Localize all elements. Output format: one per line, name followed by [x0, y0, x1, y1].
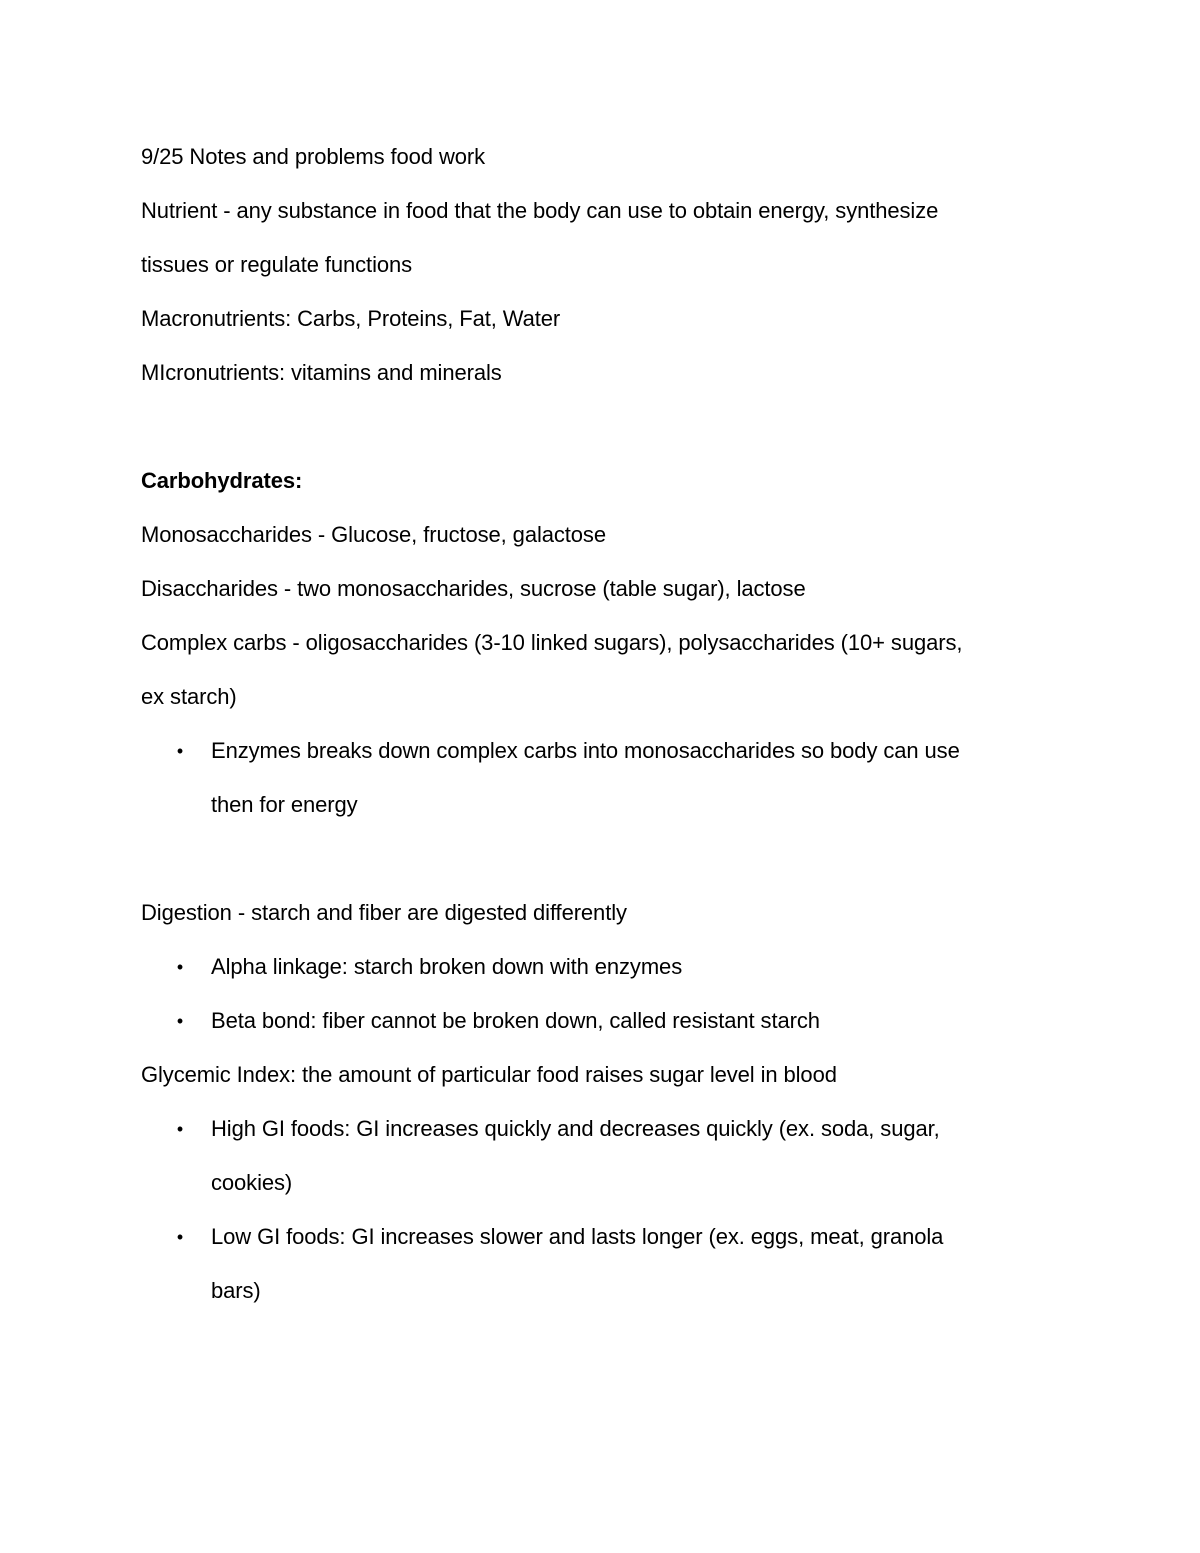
bullet-icon: •: [176, 957, 184, 977]
bullet-icon: •: [176, 1011, 184, 1031]
micronutrients-line: MIcronutrients: vitamins and minerals: [141, 360, 502, 385]
list-item-line-2: bars): [211, 1278, 261, 1303]
list-item: [176, 940, 1041, 994]
document-page: [141, 130, 1041, 1318]
list-item: [176, 724, 1041, 832]
spacer: [141, 832, 1041, 886]
complex-carbs-line-2: ex starch): [141, 684, 237, 709]
carbohydrates-heading: Carbohydrates:: [141, 468, 303, 493]
list-item-line-1: Low GI foods: GI increases slower and lasts longer (ex. eggs, meat, granola: [211, 1224, 944, 1249]
list-item-text: Beta bond: fiber cannot be broken down, called resistant starch: [211, 1008, 820, 1033]
list-item: [176, 994, 1041, 1048]
glycemic-index-line: Glycemic Index: the amount of particular food raises sugar level in blood: [141, 1062, 837, 1087]
disaccharides-line: Disaccharides - two monosaccharides, sucrose (table sugar), lactose: [141, 576, 806, 601]
nutrient-definition-line-2: tissues or regulate functions: [141, 252, 413, 277]
document-title: 9/25 Notes and problems food work: [141, 144, 486, 169]
bullet-icon: •: [176, 741, 184, 761]
digestion-bullet-list: [141, 940, 1041, 1048]
bullet-icon: •: [176, 1227, 184, 1247]
glycemic-bullet-list: [141, 1102, 1041, 1318]
macronutrients-line: Macronutrients: Carbs, Proteins, Fat, Water: [141, 306, 561, 331]
digestion-line: Digestion - starch and fiber are digested differently: [141, 900, 627, 925]
bullet-icon: •: [176, 1119, 184, 1139]
complex-carbs-line-1: Complex carbs - oligosaccharides (3-10 linked sugars), polysaccharides (10+ sugars,: [141, 630, 963, 655]
list-item: [176, 1210, 1041, 1318]
list-item: [176, 1102, 1041, 1210]
list-item-text: Alpha linkage: starch broken down with enzymes: [211, 954, 683, 979]
spacer: [141, 400, 1041, 454]
list-item-line-2: then for energy: [211, 792, 358, 817]
nutrient-definition-line-1: Nutrient - any substance in food that the body can use to obtain energy, synthesize: [141, 198, 939, 223]
list-item-line-1: Enzymes breaks down complex carbs into monosaccharides so body can use: [211, 738, 960, 763]
monosaccharides-line: Monosaccharides - Glucose, fructose, galactose: [141, 522, 606, 547]
list-item-line-1: High GI foods: GI increases quickly and decreases quickly (ex. soda, sugar,: [211, 1116, 940, 1141]
carbohydrates-bullet-list: [141, 724, 1041, 832]
list-item-line-2: cookies): [211, 1170, 293, 1195]
